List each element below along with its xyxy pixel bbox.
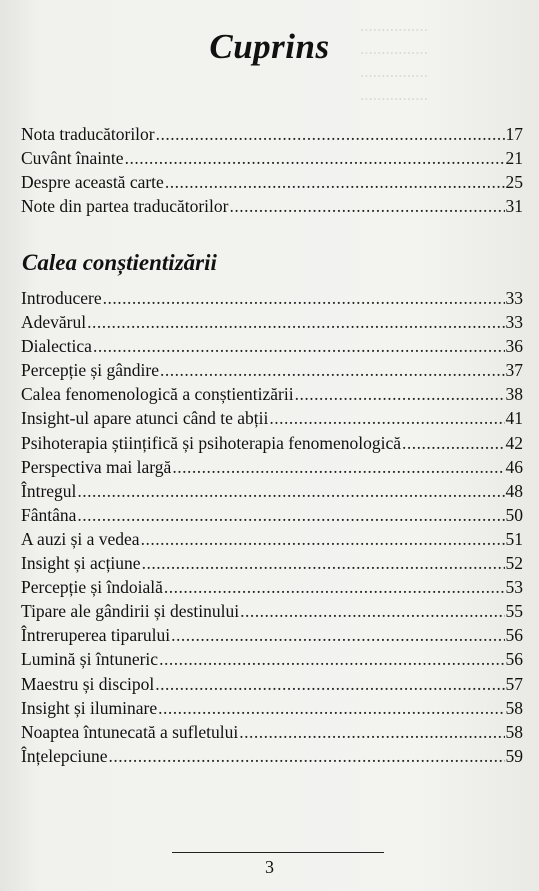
dot-leader	[158, 698, 504, 719]
toc-entry-page: 33	[505, 288, 523, 308]
toc-entry-title: Percepție și gândire	[21, 360, 160, 381]
toc-entry-title: Întreruperea tiparului	[21, 625, 171, 646]
toc-entry-title: Dialectica	[21, 336, 92, 357]
dot-leader	[165, 172, 505, 193]
dot-leader	[402, 433, 504, 454]
dot-leader	[160, 360, 504, 381]
toc-entry-title: Nota traducătorilor	[21, 124, 155, 144]
toc-entry-page: 25	[505, 172, 523, 193]
toc-entry-title: Insight-ul apare atunci când te abții	[21, 408, 269, 429]
toc-entry	[21, 601, 523, 625]
footer-rule	[172, 852, 384, 853]
toc-entry-page: 37	[505, 360, 523, 381]
dot-leader	[164, 577, 505, 598]
toc-entry	[21, 360, 523, 384]
toc-entry	[21, 698, 523, 722]
toc-entry	[21, 408, 523, 432]
toc-entry-page: 21	[505, 148, 523, 169]
dot-leader	[142, 553, 505, 574]
toc-entry-title: Percepție și îndoială	[21, 577, 163, 598]
toc-entry	[21, 674, 523, 698]
toc-entry	[21, 481, 523, 505]
dot-leader	[125, 148, 505, 169]
toc-entry	[21, 625, 523, 649]
toc-entry	[21, 577, 523, 601]
toc-entry	[21, 172, 523, 196]
toc-entry-title: Perspectiva mai largă	[21, 456, 172, 477]
toc-entry-title: Noaptea întunecată a sufletului	[21, 721, 239, 742]
toc-entry-page: 51	[505, 528, 523, 549]
toc-entry-title: Tipare ale gândirii și destinului	[21, 601, 240, 622]
dot-leader	[159, 649, 504, 670]
toc-entry-title: Insight și acțiune	[21, 553, 141, 574]
toc-entry-title: Lumină și întuneric	[21, 649, 159, 670]
toc-entry	[21, 529, 523, 553]
dot-leader	[295, 384, 505, 405]
toc-entry-page: 55	[505, 601, 523, 622]
toc-entry-page: 33	[505, 312, 523, 333]
toc-entry	[21, 288, 523, 312]
toc-entry-page: 17	[505, 124, 523, 144]
toc-entry	[21, 746, 523, 770]
toc-entry	[21, 457, 523, 481]
toc-entry-title: Psihoterapia științifică și psihoterapia fenomenologică	[21, 432, 402, 453]
toc-entry-page: 58	[505, 697, 523, 718]
toc-entry-page: 48	[505, 480, 523, 501]
toc-entry	[21, 384, 523, 408]
toc-entry-page: 58	[505, 721, 523, 742]
toc-entry-page: 41	[505, 408, 523, 429]
dot-leader	[156, 124, 505, 145]
toc-entry-title: Cuvânt înainte	[21, 148, 124, 169]
page-number: 3	[265, 857, 274, 877]
toc-entry-page: 31	[505, 196, 523, 217]
toc-entry-page: 38	[505, 384, 523, 405]
toc-entry-title: Adevărul	[21, 312, 87, 333]
dot-leader	[103, 288, 505, 309]
page-title: Cuprins	[209, 27, 330, 67]
dot-leader	[108, 746, 504, 767]
toc-entry	[21, 196, 523, 220]
dot-leader	[155, 674, 504, 695]
toc-entry-page: 56	[505, 625, 523, 646]
toc-entry	[21, 336, 523, 360]
dot-leader	[172, 457, 504, 478]
toc-entry	[21, 124, 523, 148]
toc-entry	[21, 312, 523, 336]
toc-entry-page: 36	[505, 336, 523, 357]
toc-entry-page: 53	[505, 577, 523, 598]
toc-entry-title: Maestru și discipol	[21, 673, 155, 694]
toc-entry-page: 42	[505, 432, 523, 453]
toc-entry-page: 52	[505, 553, 523, 574]
toc-entry-title: Calea fenomenologică a conștientizării	[21, 384, 294, 405]
toc-entry	[21, 433, 523, 457]
toc-entry-page: 46	[505, 456, 523, 477]
toc-entry-page: 56	[505, 649, 523, 670]
dot-leader	[240, 601, 504, 622]
dot-leader	[269, 408, 504, 429]
dot-leader	[229, 196, 504, 217]
dot-leader	[171, 625, 504, 646]
dot-leader	[239, 722, 504, 743]
toc-entry	[21, 649, 523, 673]
toc-entry	[21, 505, 523, 529]
toc-entry-title: Despre această carte	[21, 172, 164, 193]
toc-entry-title: Insight și iluminare	[21, 697, 158, 718]
toc-entry-title: Introducere	[21, 288, 102, 308]
dot-leader	[141, 529, 505, 550]
toc-entry-title: Întregul	[21, 480, 77, 501]
toc-entry-page: 50	[505, 504, 523, 525]
front-matter-list	[21, 124, 523, 220]
section-heading: Calea conștientizării	[22, 250, 217, 275]
toc-entry-title: Fântâna	[21, 504, 77, 525]
toc-entry-page: 59	[505, 745, 523, 766]
toc-entry-page: 57	[505, 673, 523, 694]
toc-entry	[21, 722, 523, 746]
dot-leader	[87, 312, 504, 333]
dot-leader	[77, 481, 504, 502]
toc-entry-title: Note din partea traducătorilor	[21, 196, 229, 217]
dot-leader	[93, 336, 505, 357]
toc-entry-title: A auzi și a vedea	[21, 528, 140, 549]
toc-entry	[21, 148, 523, 172]
toc-entry	[21, 553, 523, 577]
toc-entry-title: Înțelepciune	[21, 745, 108, 766]
show-through-text: ................ ................ ................ ................	[360, 16, 428, 104]
dot-leader	[77, 505, 504, 526]
section-entries-list	[21, 288, 523, 770]
